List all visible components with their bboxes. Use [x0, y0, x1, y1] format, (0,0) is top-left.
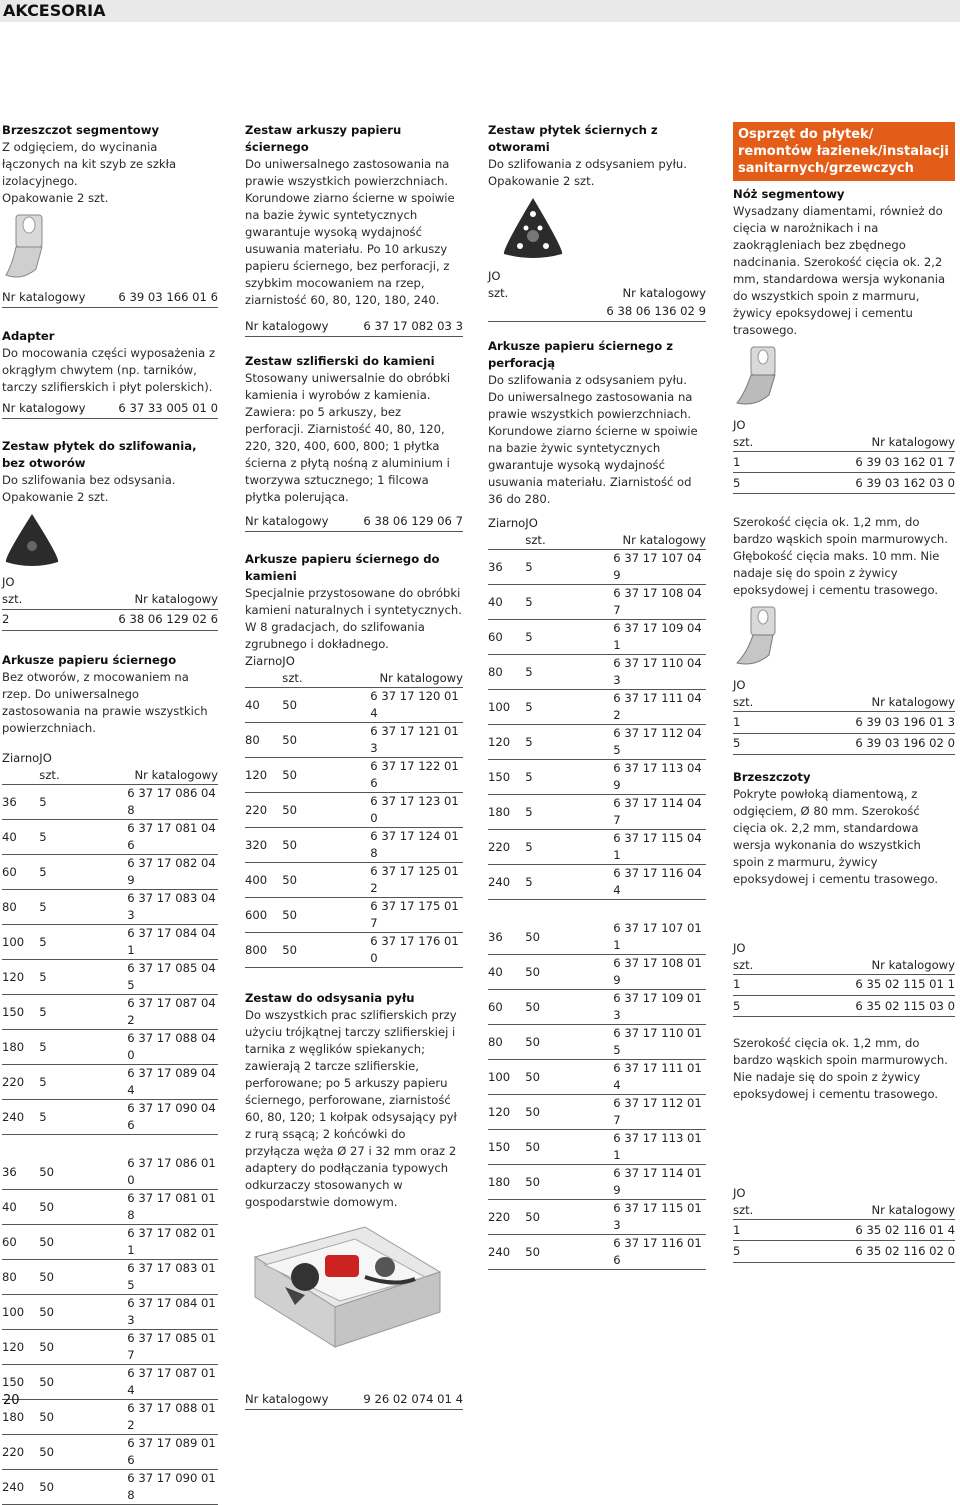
product-pack: Opakowanie 2 szt.: [2, 191, 109, 205]
table-header: szt. Nr katalogowy: [245, 670, 463, 688]
table-row: 600 50 6 37 17 175 01 7: [245, 898, 463, 933]
narrow-knife-image: [733, 605, 955, 671]
table-row: 60 50 6 37 17 082 01 1: [2, 1225, 218, 1260]
jo-label: JO: [2, 575, 15, 589]
column-3: [488, 122, 706, 1270]
catalog-number: 6 39 03 166 01 6: [118, 290, 218, 304]
catalog-label: Nr katalogowy: [2, 401, 86, 415]
product-desc: Szerokość cięcia ok. 1,2 mm, do bardzo wąskich spoin marmurowych. Głębokość cięcia maks. 10 mm. Nie nadaje się do spoin z żywicy epoksydowej i cementu trasowego.: [733, 515, 948, 598]
catalog-label: Nr katalogowy: [622, 286, 706, 300]
catalog-number: 6 37 17 082 03 3: [363, 319, 463, 333]
catalog-row: [245, 513, 463, 532]
segment-blade-image: [2, 213, 218, 283]
catalog-label: Nr katalogowy: [134, 592, 218, 606]
product-pack: Opakowanie 2 szt.: [488, 174, 595, 188]
table-row: 60 50 6 37 17 109 01 3: [488, 990, 706, 1025]
table-row: 220 50 6 37 17 089 01 6: [2, 1435, 218, 1470]
product-desc: Wysadzany diamentami, również do cięcia w narożnikach i na zaokrągleniach bez zbędnego nadcinania. Szerokość cięcia ok. 2,2 mm, standardowa wersja wykonania do wszystkich spoin z marmuru, żywicy epoksydowej i cementu trasowego.: [733, 204, 946, 337]
table-spacer: [2, 1135, 218, 1156]
table-row: 120 5 6 37 17 085 04 5: [2, 960, 218, 995]
table-header: szt. Nr katalogowy: [488, 532, 706, 550]
table-row: 180 50 6 37 17 088 01 2: [2, 1400, 218, 1435]
table-header-grit: Ziarno JO: [2, 751, 52, 765]
table-row: 150 50 6 37 17 087 01 4: [2, 1365, 218, 1400]
product-title: Adapter: [2, 329, 55, 343]
narrow-blade-image: [733, 1109, 955, 1179]
table-header-jo: JO: [733, 418, 746, 432]
grit-table: [488, 515, 706, 1270]
table-row: 240 5 6 37 17 090 04 6: [2, 1100, 218, 1135]
table-row: 1 6 39 03 162 01 7: [733, 452, 955, 473]
table-row: 240 5 6 37 17 116 04 4: [488, 865, 706, 900]
catalog-row: [245, 1391, 463, 1410]
table-row: 220 50 6 37 17 115 01 3: [488, 1200, 706, 1235]
table-row: 220 5 6 37 17 115 04 1: [488, 830, 706, 865]
product-desc: Do uniwersalnego zastosowania na prawie wszystkich powierzchniach. Korundowe ziarno ścierne w spoiwie na bazie żywic syntetycznych gwarantuje wysoką wydajność usuwania materiału. Po 10 arkuszy papieru ściernego, bez perforacji, z szybkim mocowaniem na rzep, ziarnistość 60, 80, 120, 180, 240.: [245, 157, 455, 307]
perforated-pad-image: [500, 196, 706, 262]
table-row: 100 50 6 37 17 084 01 3: [2, 1295, 218, 1330]
table-header: szt. Nr katalogowy: [733, 1202, 955, 1220]
table-row: 60 5 6 37 17 082 04 9: [2, 855, 218, 890]
table-row: 36 5 6 37 17 086 04 8: [2, 785, 218, 820]
product-title: Brzeszczot segmentowy: [2, 123, 160, 137]
table-row: 150 5 6 37 17 087 04 2: [2, 995, 218, 1030]
table-row: 120 50 6 37 17 122 01 6: [245, 758, 463, 793]
catalog-row: [2, 289, 218, 308]
column-1: [2, 122, 218, 1505]
sanding-pad-image: [2, 512, 218, 568]
header-bar: [0, 0, 960, 22]
table-row: 320 50 6 37 17 124 01 8: [245, 828, 463, 863]
product-desc: Bez otworów, z mocowaniem na rzep. Do uniwersalnego zastosowania na prawie wszystkich powierzchniach.: [2, 670, 208, 735]
product-title: Arkusze papieru ściernego z perforacją: [488, 339, 673, 370]
catalog-label: Nr katalogowy: [245, 514, 329, 528]
table-spacer: [488, 900, 706, 921]
table-row: 5 6 35 02 116 02 0: [733, 1241, 955, 1262]
table-row: 80 50 6 37 17 110 01 5: [488, 1025, 706, 1060]
product-desc: Do szlifowania bez odsysania.: [2, 473, 176, 487]
product-desc: Z odgięciem, do wycinania łączonych na kit szyb ze szkła izolacyjnego.: [2, 140, 177, 188]
product-desc: Pokryte powłoką diamentową, z odgięciem, Ø 80 mm. Szerokość cięcia ok. 2,2 mm, standardowa wersja wykonania do wszystkich spoin z marmuru, żywicy epoksydowej i cementu trasowego.: [733, 786, 939, 886]
table-header-jo: JO: [733, 678, 746, 693]
catalog-number: 9 26 02 074 01 4: [363, 1392, 463, 1406]
catalog-label: Nr katalogowy: [245, 1392, 329, 1406]
catalog-label: Nr katalogowy: [2, 290, 86, 304]
grit-table: [245, 653, 463, 968]
catalog-row: [245, 318, 463, 337]
table-row: 120 5 6 37 17 112 04 5: [488, 725, 706, 760]
catalog-table: [733, 677, 955, 754]
table-row: 1 6 35 02 115 01 1: [733, 974, 955, 995]
dust-extraction-kit-image: [245, 1217, 463, 1352]
catalog-number: 6 38 06 136 02 9: [606, 304, 706, 318]
table-row: 80 50 6 37 17 083 01 5: [2, 1260, 218, 1295]
table-row: 180 50 6 37 17 114 01 9: [488, 1165, 706, 1200]
column-2: [245, 122, 463, 1410]
product-title: Zestaw arkuszy papieru ściernego: [245, 123, 402, 154]
table-header: szt. Nr katalogowy: [733, 957, 955, 975]
szt-label: szt.: [2, 592, 23, 606]
table-row: [488, 303, 706, 322]
table-row: 80 5 6 37 17 083 04 3: [2, 890, 218, 925]
product-desc: Do szlifowania z odsysaniem pyłu. Do uniwersalnego zastosowania na prawie wszystkich powierzchniach. Korundowe ziarno ścierne w spoiwie na bazie żywic syntetycznych gwarantuje wysoką wydajność usuwania materiału. Ziarnistość od 36 do 280.: [488, 373, 698, 506]
segment-knife-image: [733, 345, 955, 411]
table-row: 40 50 6 37 17 120 01 4: [245, 688, 463, 723]
product-title: Arkusze papieru ściernego do kamieni: [245, 552, 440, 583]
product-pack: Opakowanie 2 szt.: [2, 490, 109, 504]
szt-label: szt.: [488, 286, 509, 300]
table-row: 60 5 6 37 17 109 04 1: [488, 620, 706, 655]
catalog-row: [2, 400, 218, 419]
category-banner: Osprzęt do płytek/ remontów łazienek/instalacji sanitarnych/grzewczych: [733, 122, 955, 181]
product-desc: Do mocowania części wyposażenia z okrągłym chwytem (np. tarników, tarczy szlifierskich i płyt polerskich).: [2, 346, 216, 394]
table-header-grit: Ziarno JO: [245, 654, 295, 668]
table-row: 150 50 6 37 17 113 01 1: [488, 1130, 706, 1165]
product-title: Zestaw do odsysania pyłu: [245, 991, 415, 1005]
table-header-grit: Ziarno JO: [488, 516, 538, 530]
table-row: 5 6 39 03 162 03 0: [733, 473, 955, 494]
table-row: 1 6 35 02 116 01 4: [733, 1220, 955, 1241]
product-title: Zestaw płytek ściernych z otworami: [488, 123, 658, 154]
table-row: 2 6 38 06 129 02 6: [2, 610, 218, 631]
table-row: 36 50 6 37 17 086 01 0: [2, 1155, 218, 1190]
table-header: [2, 591, 218, 610]
product-title: Zestaw szlifierski do kamieni: [245, 354, 435, 368]
table-row: 100 5 6 37 17 084 04 1: [2, 925, 218, 960]
table-row: 40 50 6 37 17 081 01 8: [2, 1190, 218, 1225]
table-row: 220 50 6 37 17 123 01 0: [245, 793, 463, 828]
table-row: 36 50 6 37 17 107 01 1: [488, 920, 706, 955]
table-row: 1 6 39 03 196 01 3: [733, 712, 955, 733]
table-row: 100 50 6 37 17 111 01 4: [488, 1060, 706, 1095]
table-row: 36 5 6 37 17 107 04 9: [488, 550, 706, 585]
product-title: Brzeszczoty: [733, 769, 811, 784]
product-title: Arkusze papieru ściernego: [2, 653, 177, 667]
table-row: 80 5 6 37 17 110 04 3: [488, 655, 706, 690]
product-title: Zestaw płytek do szlifowania, bez otworów: [2, 439, 197, 470]
table-row: 40 50 6 37 17 108 01 9: [488, 955, 706, 990]
table-row: 80 50 6 37 17 121 01 3: [245, 723, 463, 758]
catalog-label: Nr katalogowy: [245, 319, 329, 333]
table-row: 240 50 6 37 17 116 01 6: [488, 1235, 706, 1270]
table-row: 120 50 6 37 17 112 01 7: [488, 1095, 706, 1130]
table-row: 5 6 35 02 115 03 0: [733, 995, 955, 1016]
table-header-jo: JO: [733, 1186, 746, 1201]
product-title: Nóż segmentowy: [733, 187, 845, 201]
table-header: szt. Nr katalogowy: [2, 767, 218, 785]
table-header-jo: JO: [733, 940, 746, 955]
table-row: 800 50 6 37 17 176 01 0: [245, 933, 463, 968]
table-header: szt. Nr katalogowy: [733, 694, 955, 712]
grit-table: [2, 750, 218, 1505]
table-row: 40 5 6 37 17 108 04 7: [488, 585, 706, 620]
catalog-table: [733, 940, 955, 1017]
table-row: 240 50 6 37 17 090 01 8: [2, 1470, 218, 1505]
catalog-number: 6 37 33 005 01 0: [118, 401, 218, 415]
catalog-number: 6 38 06 129 06 7: [363, 514, 463, 528]
table-row: 150 5 6 37 17 113 04 9: [488, 760, 706, 795]
catalog-table: [733, 417, 955, 494]
table-header: [488, 285, 706, 303]
table-row: 400 50 6 37 17 125 01 2: [245, 863, 463, 898]
product-desc: Do szlifowania z odsysaniem pyłu.: [488, 157, 687, 171]
product-desc: Szerokość cięcia ok. 1,2 mm, do bardzo wąskich spoin marmurowych. Nie nadaje się do spoin z żywicy epoksydowej i cementu trasowego.: [733, 1036, 948, 1102]
table-row: 5 6 39 03 196 02 0: [733, 733, 955, 754]
jo-label: JO: [488, 269, 501, 283]
table-row: 180 5 6 37 17 088 04 0: [2, 1030, 218, 1065]
page-title: AKCESORIA: [3, 1, 106, 20]
catalog-table: [733, 1185, 955, 1262]
product-desc: Do wszystkich prac szlifierskich przy użyciu trójkątnej tarczy szlifierskiej i tarnika z węglików spiekanych; zawierają 2 tarcze szlifierskie, perforowane; po 5 arkuszy papieru ściernego, perforowane, ziarnistość 60, 80, 120; 1 kołpak odsysający pył z rurą ssącą; 2 końcówki do przyłącza węża Ø 27 i 32 mm oraz 2 adaptery do podłączania typowych odkurzaczy stosowanych w gospodarstwie domowym.: [245, 1008, 457, 1209]
diamond-blade-image: [733, 894, 955, 934]
product-desc: Stosowany uniwersalnie do obróbki kamienia i wyrobów z kamienia. Zawiera: po 5 arkuszy, bez perforacji. Ziarnistość 40, 80, 120, 220, 320, 400, 600, 800; 1 płytka ścierna z płytą nośną z aluminium i tworzywa sztucznego; 1 filcowa płytka polerująca.: [245, 371, 451, 504]
table-header: szt. Nr katalogowy: [733, 434, 955, 452]
table-row: 120 50 6 37 17 085 01 7: [2, 1330, 218, 1365]
table-row: 40 5 6 37 17 081 04 6: [2, 820, 218, 855]
table-row: 100 5 6 37 17 111 04 2: [488, 690, 706, 725]
product-desc: Specjalnie przystosowane do obróbki kamieni naturalnych i syntetycznych. W 8 gradacjach, do szlifowania zgrubnego i dokładnego.: [245, 586, 462, 651]
table-row: 220 5 6 37 17 089 04 4: [2, 1065, 218, 1100]
column-4: [733, 122, 955, 1263]
table-row: 180 5 6 37 17 114 04 7: [488, 795, 706, 830]
page-number: 20: [3, 1393, 20, 1408]
